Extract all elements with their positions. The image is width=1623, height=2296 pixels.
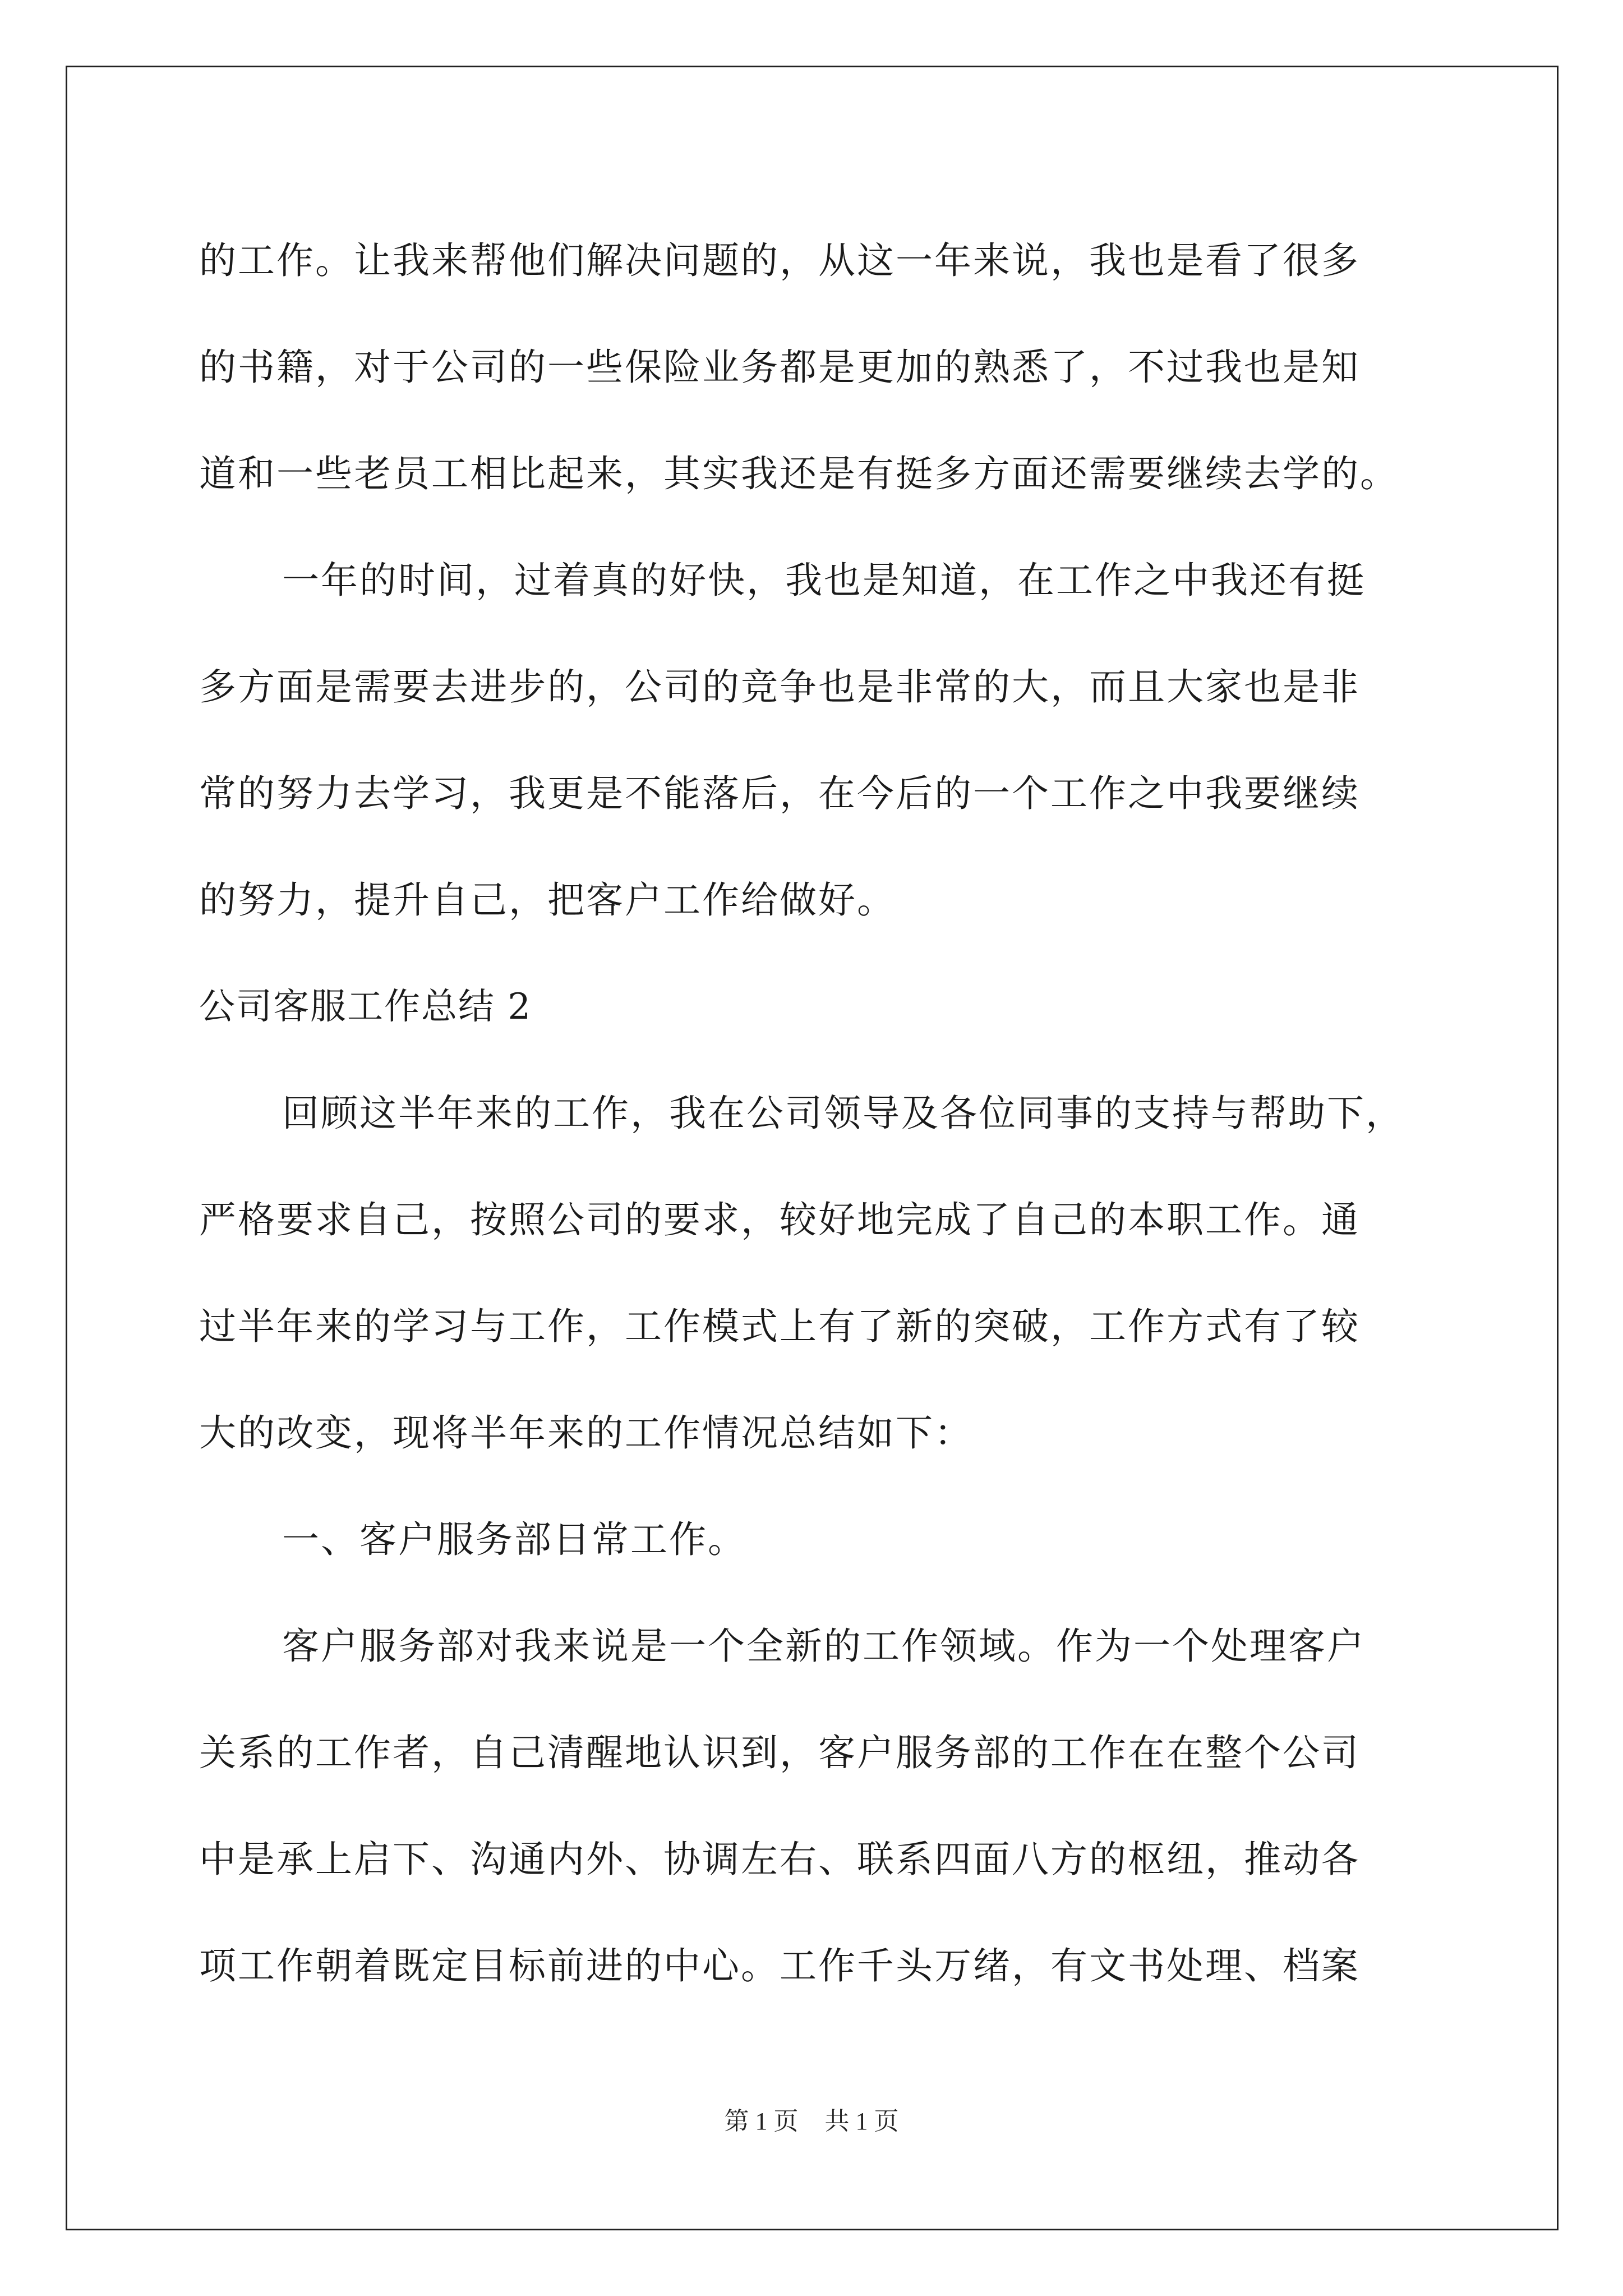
- text-line: 的书籍，对于公司的一些保险业务都是更加的熟悉了，不过我也是知: [199, 346, 1360, 389]
- text-line: 关系的工作者，自己清醒地认识到，客户服务部的工作在在整个公司: [199, 1731, 1360, 1774]
- text-line: 中是承上启下、沟通内外、协调左右、联系四面八方的枢纽，推动各: [199, 1838, 1360, 1881]
- text-line: 道和一些老员工相比起来，其实我还是有挺多方面还需要继续去学的。: [199, 452, 1399, 495]
- page-number: 第 1 页: [724, 2108, 799, 2135]
- text-line: 项工作朝着既定目标前进的中心。工作千头万绪，有文书处理、档案: [199, 1944, 1360, 1987]
- document-body: [199, 208, 1433, 2019]
- text-line: 严格要求自己，按照公司的要求，较好地完成了自己的本职工作。通: [199, 1198, 1360, 1241]
- page-total: 共 1 页: [824, 2108, 899, 2135]
- paragraph-start-line: 客户服务部对我来说是一个全新的工作领域。作为一个处理客户: [282, 1625, 1366, 1668]
- text-line: 过半年来的学习与工作，工作模式上有了新的突破，工作方式有了较: [199, 1305, 1360, 1348]
- page-footer: [0, 2101, 1623, 2137]
- section-heading: 公司客服工作总结 2: [199, 986, 532, 1028]
- text-line: 的工作。让我来帮他们解决问题的，从这一年来说，我也是看了很多: [199, 239, 1360, 282]
- subsection-heading: 一、客户服务部日常工作。: [282, 1518, 746, 1561]
- paragraph-start-line: 回顾这半年来的工作，我在公司领导及各位同事的支持与帮助下，: [282, 1092, 1404, 1135]
- text-line: 常的努力去学习，我更是不能落后，在今后的一个工作之中我要继续: [199, 772, 1360, 815]
- text-line: 大的改变，现将半年来的工作情况总结如下：: [199, 1411, 973, 1455]
- paragraph-start-line: 一年的时间，过着真的好快，我也是知道，在工作之中我还有挺: [282, 559, 1366, 602]
- text-line: 多方面是需要去进步的，公司的竞争也是非常的大，而且大家也是非: [199, 665, 1360, 708]
- text-line: 的努力，提升自己，把客户工作给做好。: [199, 878, 896, 922]
